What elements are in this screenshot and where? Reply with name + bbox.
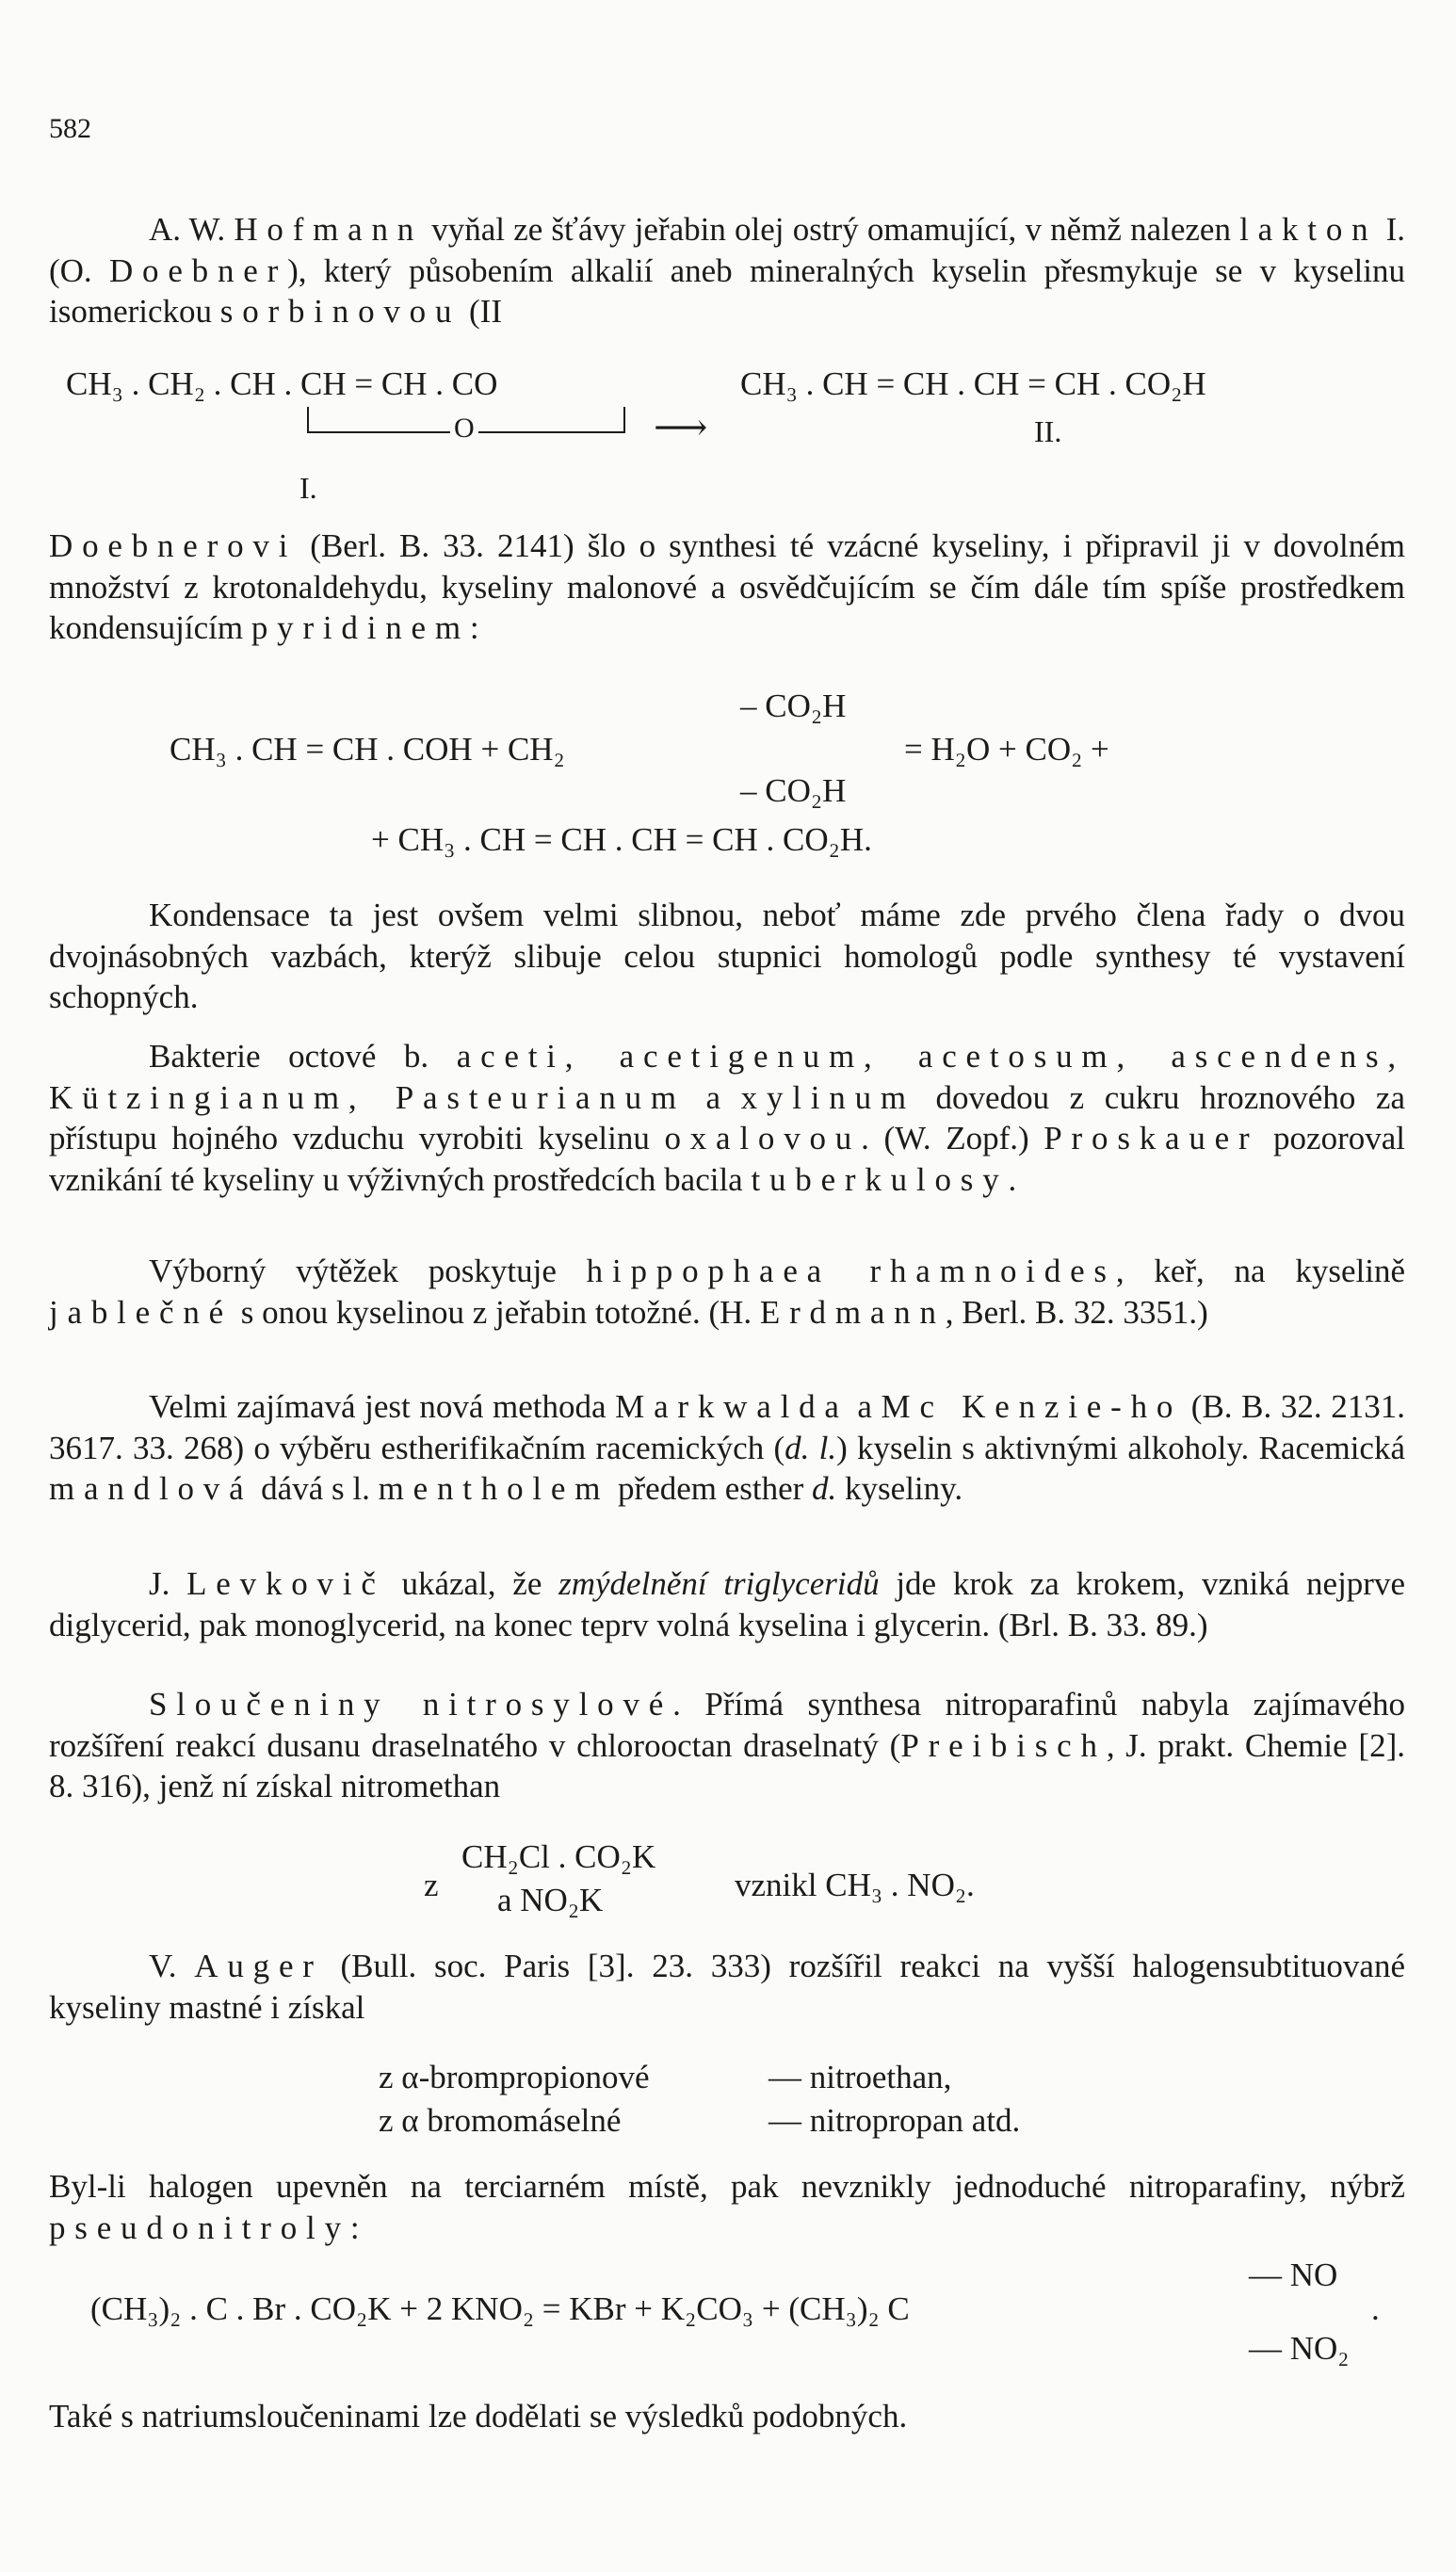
spaced-name: Preibisch <box>900 1726 1107 1764</box>
paragraph-nitrosyl <box>49 1684 1405 1807</box>
arrow: ⟶ <box>654 406 708 448</box>
text-fragment: Byl-li halogen upevněn na terciarném místě, pak nevznikly jednoduché nitroparafiny, nýbrž <box>49 2168 1405 2205</box>
text-fragment: ) kyselin s aktivnými alkoholy. Racemická <box>836 1429 1405 1466</box>
text-fragment: , J. prakt. Chemie [2]. 8. 316), jenž ní získal nitromethan <box>49 1726 1405 1804</box>
text-fragment: . <box>1008 1160 1017 1198</box>
text-fragment: dovedou z cukru hroznového za přístupu hojného vzduchu vyrobiti kyselinu <box>49 1078 1405 1157</box>
text-fragment: . Přímá synthesa nitroparafinů nabyla zajímavého rozšíření reakcí dusanu draselnatého v chlorooctan draselnatý ( <box>49 1686 1405 1764</box>
text-fragment: vyňal ze šťávy jeřabin olej ostrý omamující, v němž nalezen <box>423 211 1240 248</box>
spaced-term: jablečné <box>49 1293 233 1331</box>
paragraph-markwald <box>49 1386 1405 1510</box>
eq1-right: CH₃ . CH = CH . CH = CH . CO₂H <box>740 365 1206 402</box>
eq4-bottom: — NO₂ <box>1249 2330 1350 2367</box>
paragraph-vyborny <box>49 1251 1405 1333</box>
text-fragment: Velmi zajímavá jest nová methoda <box>149 1388 616 1425</box>
text-fragment: jde krok za krokem, vzniká nejprve diglycerid, pak monoglycerid, na konec teprv volná kyselina i glycerin. (Brl. B. 33. 89.) <box>49 1565 1405 1643</box>
lactone-bracket-left <box>307 407 309 433</box>
spaced-term: tuberkulosy <box>751 1160 1009 1198</box>
spaced-name: Mc Kenzie-ho <box>881 1388 1183 1425</box>
eq3-z: z <box>424 1867 439 1903</box>
text-fragment: (Bull. soc. Paris [3]. 23. 333) rozšířil reakci na vyšší halogensubtituované kyseliny mastné i získal <box>49 1948 1405 2026</box>
page-number: 582 <box>49 113 91 144</box>
paragraph-hofmann <box>49 209 1405 332</box>
text-fragment: (B. B. 32. 2131. 3617. 33. 268) o výběru estherifikačním racemických ( <box>49 1388 1405 1466</box>
label-I: I. <box>299 471 317 505</box>
spaced-term: hippophaea rhamnoides <box>586 1253 1116 1289</box>
text-fragment: , Berl. B. 32. 3351.) <box>945 1293 1208 1331</box>
text-fragment: : <box>469 609 479 646</box>
text-fragment: Výborný výtěžek poskytuje <box>149 1253 587 1289</box>
italic-term: zmýdelnění triglyceridů <box>558 1565 880 1602</box>
spaced-term: pyridinem <box>251 609 470 646</box>
section-heading: Sloučeniny nitrosylové <box>149 1686 673 1723</box>
eq2-left: CH₃ . CH = CH . COH + CH₂ <box>170 731 565 768</box>
spaced-term: mandlová <box>49 1470 253 1507</box>
spaced-term: xylinum <box>740 1078 915 1116</box>
spaced-term: lakton <box>1239 211 1378 248</box>
text-fragment: kyseliny. <box>836 1470 963 1507</box>
spaced-term: aceti, acetigenum, acetosum, ascendens, Kützingianum, Pasteurianum <box>49 1038 1405 1116</box>
text-fragment: pozoroval vznikání té kyseliny u výživných prostředcích bacila <box>49 1120 1406 1198</box>
text-fragment: J. <box>149 1565 187 1602</box>
text-fragment: (Berl. B. 33. 2141) šlo o synthesi té vzácné kyseliny, i připravil ji v dovolném množství z krotonaldehydu, kyseliny malonové a osvědčujícím se čím dále tím spíše prostředkem kondensujícím <box>49 527 1405 646</box>
paragraph-doebner <box>49 526 1405 649</box>
paragraph-auger <box>49 1946 1405 2028</box>
text-fragment: Bakterie octové b. <box>149 1038 457 1075</box>
text-fragment: s onou kyselinou z jeřabin totožné. (H. <box>233 1293 760 1331</box>
list-item: — nitroethan, <box>768 2059 952 2095</box>
italic-term: d. l. <box>785 1429 837 1466</box>
text-fragment: . (W. Zopf.) <box>861 1120 1044 1157</box>
label-II: II. <box>1034 414 1062 448</box>
list-item: — nitropropan atd. <box>768 2102 1021 2139</box>
eq3-bottom: a NO₂K <box>497 1882 604 1918</box>
lactone-oxygen: O <box>450 412 478 445</box>
text-fragment: ukázal, že <box>384 1565 559 1602</box>
text-fragment: : <box>349 2208 360 2246</box>
text-fragment: A. W. <box>149 211 235 248</box>
spaced-name: Markwalda <box>615 1388 849 1425</box>
text-fragment: předem esther <box>609 1470 813 1507</box>
eq1-left: CH₃ . CH₂ . CH . CH = CH . CO <box>66 365 498 402</box>
spaced-term: mentholem <box>378 1470 610 1507</box>
paragraph-kondensace: Kondensace ta jest ovšem velmi slibnou, neboť máme zde prvého člena řady o dvou dvojnásobných vazbách, kterýž slibuje celou stupnici homologů podle synthesy té vystavení schopných. <box>49 897 1405 1015</box>
text-fragment: (II <box>461 293 502 330</box>
eq4-main: (CH₃)₂ . C . Br . CO₂K + 2 KNO₂ = KBr + K₂CO₃ + (CH₃)₂ C <box>90 2290 910 2327</box>
eq3-right: vznikl CH₃ . NO₂. <box>735 1867 975 1903</box>
spaced-term: pseudonitroly <box>49 2208 350 2246</box>
paragraph-levkovic <box>49 1563 1405 1645</box>
spaced-name: Proskauer <box>1043 1120 1259 1157</box>
eq4-top: — NO <box>1249 2257 1338 2293</box>
text-fragment: , keř, na kyselině <box>1115 1253 1405 1289</box>
spaced-name: Levkovič <box>186 1565 385 1602</box>
spaced-name: Doebner <box>108 251 288 289</box>
text-fragment: V. <box>149 1948 195 1984</box>
italic-term: d. <box>812 1470 837 1507</box>
spaced-name: Hofmann <box>234 211 424 248</box>
spaced-term: sorbinovou <box>219 293 461 330</box>
text-fragment: a <box>685 1078 741 1116</box>
spaced-name: Doebnerovi <box>49 527 298 564</box>
spaced-term: oxalovou <box>664 1120 862 1157</box>
eq4-dot: . <box>1371 2290 1380 2327</box>
co2h-top: – CO₂H <box>740 687 847 724</box>
spaced-name: Erdmann <box>759 1293 946 1331</box>
paragraph-pseudonitroly <box>49 2166 1405 2248</box>
text-fragment: ), který působením alkalií aneb mineralných kyselin přesmykuje se v kyselinu isomerickou <box>49 251 1405 330</box>
text-fragment: a <box>848 1388 882 1425</box>
eq3-top: CH₂Cl . CO₂K <box>461 1838 656 1875</box>
list-item: z α bromomáselné <box>379 2102 622 2139</box>
text-fragment: I. (O. <box>49 211 1406 289</box>
paragraph-natrium: Také s natriumsloučeninami lze dodělati se výsledků podobných. <box>49 2398 908 2435</box>
eq2-right: = H₂O + CO₂ + <box>904 731 1109 768</box>
co2h-bottom: – CO₂H <box>740 772 847 809</box>
paragraph-bakterie <box>49 1036 1405 1200</box>
lactone-bracket-right <box>623 407 625 433</box>
list-item: z α-brompropionové <box>379 2059 650 2095</box>
spaced-name: Auger <box>194 1948 323 1984</box>
eq2-line2: + CH₃ . CH = CH . CH = CH . CO₂H. <box>371 821 872 858</box>
text-fragment: dává s l. <box>252 1470 379 1507</box>
